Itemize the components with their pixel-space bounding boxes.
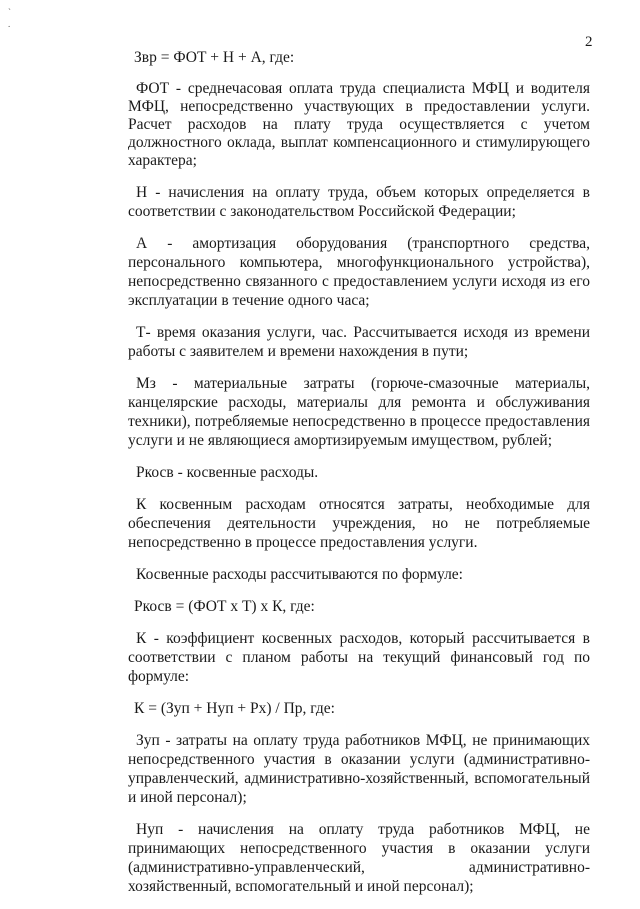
paragraph-indirect-formula-intro: Косвенные расходы рассчитываются по формуле:: [136, 566, 463, 583]
paragraph-rkosv: Ркосв - косвенные расходы.: [136, 464, 319, 481]
scan-marks: ` .: [8, 7, 11, 29]
page-number: 2: [585, 34, 593, 50]
formula-zvr: Звр = ФОТ + Н + А, где:: [134, 49, 295, 66]
paragraph-nup: Нуп - начисления на оплату труда работников МФЦ, не принимающих непосредственного участия в оказании услуги (административно-управленческий, административно-хозяйственный, вспомогательный и иной персонал);: [128, 821, 590, 895]
paragraph-mz: Мз - материальные затраты (горюче-смазочные материалы, канцелярские расходы, материалы для ремонта и обслуживания техники), потребляемые непосредственно в процессе предоставления услуги и не являющиеся амортизируемым имуществом, рублей;: [128, 375, 590, 449]
paragraph-indirect-costs: К косвенным расходам относятся затраты, необходимые для обеспечения деятельности учреждения, но не потребляемые непосредственно в процессе предоставления услуги.: [128, 496, 590, 551]
paragraph-fot: ФОТ - среднечасовая оплата труда специалиста МФЦ и водителя МФЦ, непосредственно участвующих в предоставлении услуги. Расчет расходов на плату труда осуществляется с учетом должностного оклада, выплат компенсационного и стимулирующего характера;: [128, 80, 590, 169]
paragraph-a: А - амортизация оборудования (транспортного средства, персонального компьютера, многофункционального устройства), непосредственно связанного с предоставлением услуги исходя из его эксплуатации в течение одного часа;: [128, 235, 590, 309]
paragraph-t: Т- время оказания услуги, час. Рассчитывается исходя из времени работы с заявителем и времени нахождения в пути;: [128, 324, 590, 360]
paragraph-zup: Зуп - затраты на оплату труда работников МФЦ, не принимающих непосредственного участия в оказании услуги (административно-управленческий, административно-хозяйственный, вспомогательный и иной персонал);: [128, 732, 590, 806]
paragraph-n: Н - начисления на оплату труда, объем которых определяется в соответствии с законодательством Российской Федерации;: [128, 184, 590, 220]
formula-rkosv: Ркосв = (ФОТ х Т) х К, где:: [134, 598, 315, 615]
document-body: [128, 48, 590, 909]
paragraph-k: К - коэффициент косвенных расходов, который рассчитывается в соответствии с планом работы на текущий финансовый год по формуле:: [128, 630, 590, 685]
formula-k: К = (Зуп + Нуп + Рх) / Пр, где:: [134, 700, 335, 717]
